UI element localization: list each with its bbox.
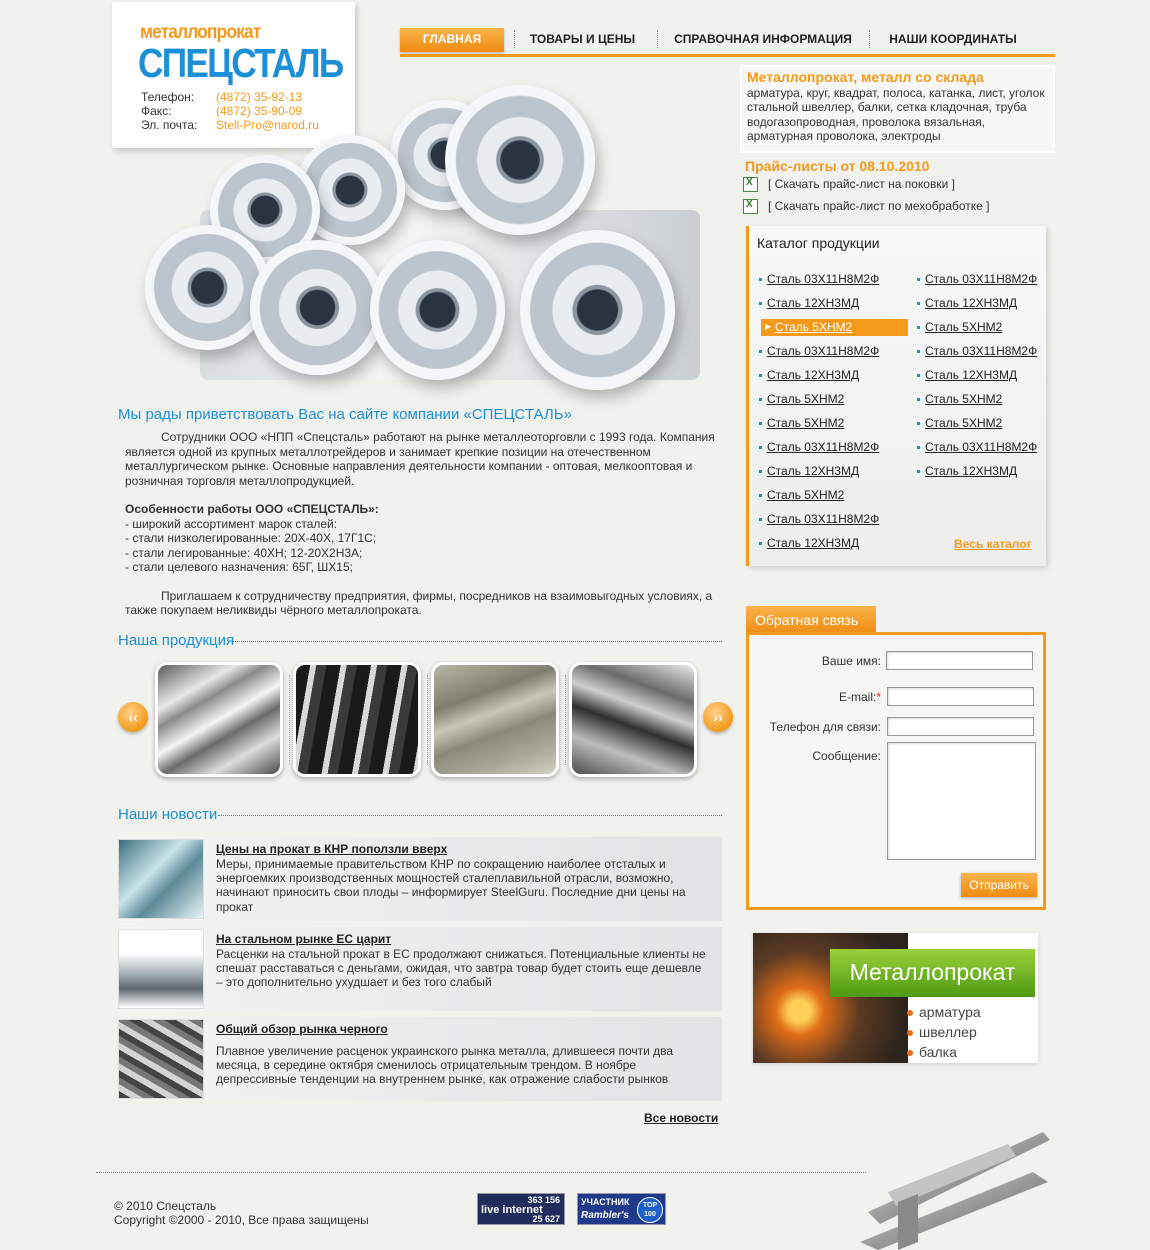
news-thumbnail[interactable]: [118, 839, 204, 919]
catalog-item[interactable]: Сталь 5ХНМ2: [925, 416, 1003, 430]
rambler-badge: TOP 100: [637, 1197, 663, 1223]
hero-steel-rolls-image: [120, 60, 745, 405]
news-excerpt: Расценки на стальной прокат в ЕС продолжают снижаться. Потенциальные клиенты не спешат расставаться с деньгами, ожидая, что завтра товар будет стоить еще дешевле – это дополнительно ухудшает и без того слабый: [216, 947, 706, 990]
contact-phone-label: Телефон:: [141, 90, 195, 104]
banner-item: балка: [919, 1044, 957, 1060]
rambler-label: Rambler's: [581, 1210, 629, 1221]
news-excerpt: Плавное увеличение расценок украинского рынка металла, длившееся почти два месяца, в середине октября сменилось отрицательным трендом. В ноябре депрессивные тенденции на внутреннем рынке, как отражение слабости рынков: [216, 1044, 674, 1087]
all-news-link[interactable]: Все новости: [644, 1111, 719, 1125]
catalog-item[interactable]: Сталь 03Х11Н8М2Ф: [925, 440, 1038, 454]
catalog-panel: [746, 226, 1046, 566]
product-card-beams[interactable]: [293, 662, 421, 777]
footer-copyright-years: Copyright ©2000 - 2010, Все права защищены: [114, 1213, 369, 1227]
contact-phone-value: (4872) 35-92-13: [216, 90, 303, 104]
catalog-item[interactable]: Сталь 03Х11Н8М2Ф: [767, 272, 880, 286]
message-textarea[interactable]: [887, 742, 1036, 860]
catalog-item[interactable]: Сталь 5ХНМ2: [925, 392, 1003, 406]
banner-title: Металлопрокат: [830, 949, 1035, 997]
catalog-title: Каталог продукции: [757, 235, 880, 251]
email-label-text: E-mail:: [838, 690, 877, 704]
pipes-image: [158, 665, 280, 774]
carousel-next-button[interactable]: ››: [703, 702, 733, 732]
banner-item: швеллер: [919, 1024, 977, 1040]
news-title-link[interactable]: Общий обзор рынка черного: [216, 1022, 388, 1036]
news-item: [118, 1017, 722, 1101]
catalog-item[interactable]: Сталь 03Х11Н8М2Ф: [925, 272, 1038, 286]
nav-divider: [869, 30, 870, 48]
catalog-item[interactable]: Сталь 12ХН3МД: [767, 296, 860, 310]
banner-item: арматура: [919, 1004, 981, 1020]
rambler-top100-counter[interactable]: [577, 1193, 666, 1225]
product-card-profile-pipes[interactable]: [431, 662, 559, 777]
excel-icon: [743, 177, 758, 192]
nav-divider: [657, 30, 658, 48]
catalog-item[interactable]: Сталь 03Х11Н8М2Ф: [925, 344, 1038, 358]
logo[interactable]: СПЕЦСТАЛЬ: [138, 40, 343, 86]
catalog-item[interactable]: Сталь 5ХНМ2: [775, 320, 853, 334]
profile-pipes-image: [434, 665, 556, 774]
product-card-angles[interactable]: [569, 662, 697, 777]
email-label: [751, 690, 881, 704]
welcome-invite: Приглашаем к сотрудничеству предприятия, фирмы, посредников на взаимовыгодных условиях, а также покупаем неликвиды чёрного металлопроката.: [125, 588, 713, 617]
footer-copyright: © 2010 Спецсталь: [114, 1199, 217, 1213]
li-counter-bottom: 25 627: [532, 1214, 560, 1224]
catalog-item[interactable]: Сталь 12ХН3МД: [925, 368, 1018, 382]
email-input[interactable]: [887, 687, 1034, 706]
news-heading: Наши новости: [118, 806, 218, 823]
nav-item-contacts[interactable]: НАШИ КООРДИНАТЫ: [889, 32, 1017, 46]
price-list-machining-link[interactable]: [ Скачать прайс-лист по мехобработке ]: [768, 199, 990, 213]
info-text: арматура, круг, квадрат, полоса, катанка, лист, уголок стальной швеллер, балки, сетка кладочная, труба водогазопроводная, проволока вязальная, арматурная проволока, электроды: [747, 86, 1045, 143]
nav-item-reference[interactable]: СПРАВОЧНАЯ ИНФОРМАЦИЯ: [674, 32, 852, 46]
excel-icon: [743, 199, 758, 214]
info-title: Металлопрокат, металл со склада: [747, 69, 984, 85]
phone-label: Телефон для связи:: [769, 720, 881, 734]
nav-item-products-prices[interactable]: ТОВАРЫ И ЦЕНЫ: [529, 32, 636, 46]
li-counter-label: live internet: [481, 1204, 543, 1216]
name-label: Ваше имя:: [821, 654, 881, 668]
li-counter-top: 363 156: [527, 1195, 560, 1205]
logo-subtitle: металлопрокат: [140, 22, 261, 43]
footer-divider: [96, 1172, 866, 1173]
news-item: [118, 837, 722, 921]
product-card-pipes[interactable]: [155, 662, 283, 777]
contact-email-label: Эл. почта:: [141, 118, 198, 132]
carousel-prev-button[interactable]: ‹‹: [118, 702, 148, 732]
news-title-link[interactable]: На стальном рынке ЕС царит: [216, 932, 392, 946]
news-item: [118, 927, 722, 1011]
price-lists-title: Прайс-листы от 08.10.2010: [745, 158, 930, 174]
welcome-intro: Сотрудники ООО «НПП «Спецсталь» работают на рынке металлеоторговли с 1993 года. Компания является одной из крупных металлотрейдеров и занимает крепкие позиции на отечественном металлургическом рынке. Основные направления деятельности компании - оптовая, мелкооптовая и розничная торговля металлопродукцией.: [125, 430, 715, 488]
steel-ibeam-image: [858, 1132, 1053, 1250]
catalog-item[interactable]: Сталь 12ХН3МД: [767, 368, 860, 382]
products-heading: Наша продукция: [118, 632, 235, 649]
beams-image: [296, 665, 418, 774]
price-list-forgings-link[interactable]: [ Скачать прайс-лист на поковки ]: [768, 177, 955, 191]
catalog-item[interactable]: Сталь 12ХН3МД: [925, 296, 1018, 310]
metalloprokat-banner[interactable]: [753, 933, 1038, 1063]
info-box: [740, 65, 1055, 153]
news-excerpt: Меры, принимаемые правительством КНР по сокращению наиболее отсталых и энергоемких производственных мощностей сталеплавильной отрасли, возможно, начинают приносить свои плоды – информирует SteelGuru. Последние дни цены на прокат: [216, 857, 686, 914]
news-thumbnail[interactable]: [118, 1019, 204, 1099]
welcome-title: Мы рады приветствовать Вас на сайте компании «СПЕЦСТАЛЬ»: [118, 406, 572, 423]
feature-item: - стали низколегированные: 20Х-40Х, 17Г1С;: [125, 531, 377, 545]
name-input[interactable]: [886, 651, 1033, 670]
contact-fax-value: (4872) 35-90-09: [216, 104, 303, 118]
feature-item: - широкий ассортимент марок сталей:: [125, 516, 338, 531]
catalog-item[interactable]: Сталь 12ХН3МД: [767, 536, 860, 550]
news-thumbnail[interactable]: [118, 929, 204, 1009]
liveinternet-counter[interactable]: [477, 1193, 565, 1225]
feature-item: - стали целевого назначения: 65Г, ШХ15;: [125, 560, 353, 574]
catalog-item[interactable]: Сталь 12ХН3МД: [767, 464, 860, 478]
catalog-item-active[interactable]: [761, 319, 908, 336]
rambler-top-text: УЧАСТНИК: [581, 1197, 630, 1207]
phone-input[interactable]: [887, 717, 1034, 736]
catalog-item[interactable]: Сталь 03Х11Н8М2Ф: [767, 440, 880, 454]
catalog-item[interactable]: Сталь 5ХНМ2: [767, 488, 845, 502]
news-heading-line: [218, 815, 722, 816]
feedback-tab: Обратная связь: [746, 606, 876, 634]
message-label: Сообщение:: [812, 749, 881, 763]
catalog-item[interactable]: Сталь 5ХНМ2: [925, 320, 1003, 334]
nav-item-home[interactable]: ГЛАВНАЯ: [400, 28, 504, 52]
news-title-link[interactable]: Цены на прокат в КНР поползли вверх: [216, 842, 448, 856]
angles-image: [572, 665, 694, 774]
feature-item: - стали легированные: 40ХН; 12-20Х2Н3А;: [125, 545, 363, 560]
nav-underline: [400, 54, 1055, 57]
nav-divider: [514, 30, 515, 48]
send-button[interactable]: Отправить: [961, 873, 1037, 897]
catalog-item[interactable]: Сталь 5ХНМ2: [767, 416, 845, 430]
catalog-item[interactable]: Сталь 03Х11Н8М2Ф: [767, 344, 880, 358]
contact-fax-label: Факс:: [141, 104, 172, 118]
required-mark: *: [876, 690, 881, 704]
feedback-form: [746, 632, 1046, 910]
contact-email-link[interactable]: Stell-Pro@narod.ru: [216, 118, 319, 132]
arrow-right-icon: ▶: [765, 322, 772, 331]
features-title: Особенности работы ООО «СПЕЦСТАЛЬ»:: [125, 502, 379, 516]
welcome-text: [125, 430, 715, 618]
products-heading-line: [232, 641, 722, 642]
catalog-item[interactable]: Сталь 5ХНМ2: [767, 392, 845, 406]
all-catalog-link[interactable]: Весь каталог: [954, 537, 1032, 551]
catalog-item[interactable]: Сталь 03Х11Н8М2Ф: [767, 512, 880, 526]
catalog-item[interactable]: Сталь 12ХН3МД: [925, 464, 1018, 478]
